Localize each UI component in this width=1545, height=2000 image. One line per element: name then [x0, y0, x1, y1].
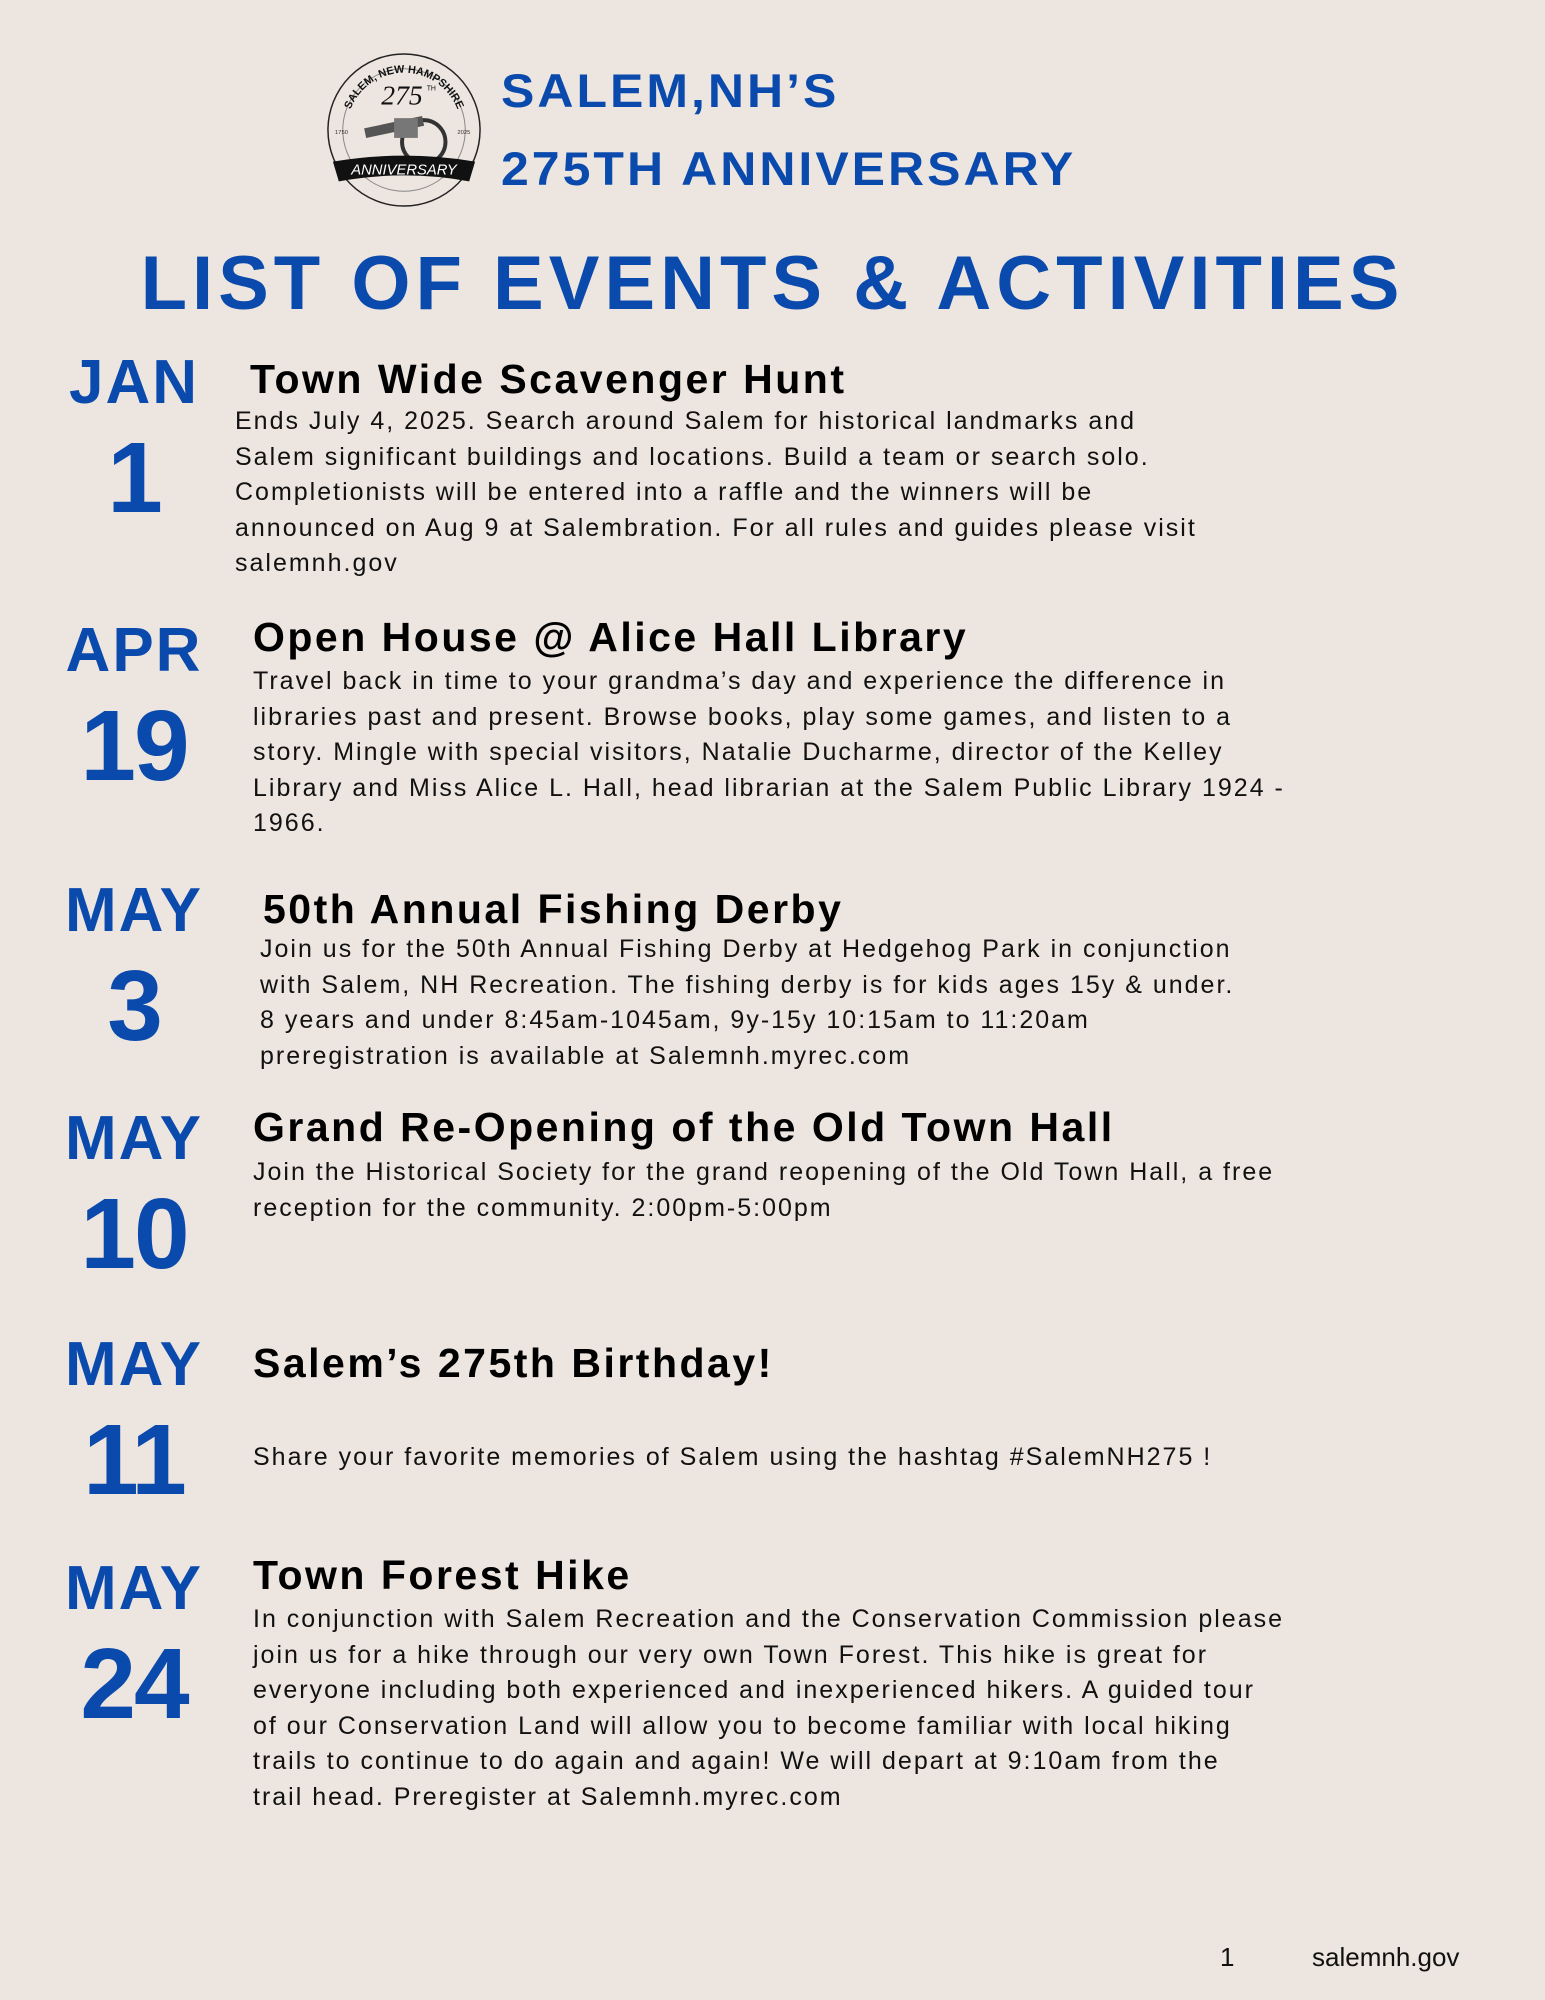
event-month: MAY: [64, 876, 204, 945]
event-description-line: Ends July 4, 2025. Search around Salem for historical landmarks and: [235, 407, 1137, 435]
event-date: [34, 348, 234, 534]
event-description-line: preregistration is available at Salemnh.myrec.com: [260, 1041, 912, 1070]
event-description-line: everyone including both experienced and inexperienced hikers. A guided tour: [253, 1676, 1255, 1704]
page-number: 1: [1220, 1942, 1235, 1972]
event-description: [253, 1602, 1284, 1815]
event-date: [34, 1330, 234, 1516]
event-day: 10: [80, 1178, 188, 1290]
event-description-line: story. Mingle with special visitors, Natalie Ducharme, director of the Kelley: [253, 738, 1224, 766]
event-description-line: salemnh.gov: [235, 549, 399, 577]
event-day: 1: [107, 422, 161, 534]
event-description: [235, 404, 1197, 582]
event-description: [253, 1155, 1274, 1226]
event-title: Open House @ Alice Hall Library: [253, 614, 969, 660]
event-title: 50th Annual Fishing Derby: [263, 886, 844, 932]
event-day: 24: [80, 1628, 188, 1740]
svg-text:ANNIVERSARY: ANNIVERSARY: [351, 162, 457, 179]
event-description-line: with Salem, NH Recreation. The fishing derby is for kids ages 15y & under.: [260, 970, 1235, 999]
page-title: LIST OF EVENTS & ACTIVITIES: [140, 241, 1405, 326]
event-description-line: Travel back in time to your grandma’s day and experience the difference in: [253, 667, 1226, 695]
event-day: 11: [83, 1404, 185, 1516]
event-date: [34, 616, 234, 802]
event-description: [260, 932, 1234, 1074]
event-description-line: Share your favorite memories of Salem using the hashtag #SalemNH275 !: [253, 1443, 1213, 1471]
event-date: [34, 1104, 234, 1290]
svg-text:TH: TH: [426, 85, 436, 93]
event-description-line: announced on Aug 9 at Salembration. For all rules and guides please visit: [235, 513, 1197, 542]
event-day: 3: [107, 950, 161, 1062]
event-title: Town Wide Scavenger Hunt: [250, 356, 847, 402]
svg-text:SALEM, NEW HAMPSHIRE: SALEM, NEW HAMPSHIRE: [342, 63, 466, 111]
event-title: Grand Re-Opening of the Old Town Hall: [253, 1104, 1115, 1150]
event-description-line: trails to continue to do again and again! We will depart at 9:10am from the: [253, 1747, 1220, 1775]
svg-text:275: 275: [381, 79, 423, 111]
event-description-line: of our Conservation Land will allow you to become familiar with local hiking: [253, 1711, 1232, 1740]
event-description-line: Library and Miss Alice L. Hall, head librarian at the Salem Public Library 1924 -: [253, 773, 1285, 802]
svg-text:2025: 2025: [457, 129, 471, 136]
event-date: [34, 876, 234, 1062]
event-description-line: libraries past and present. Browse books, play some games, and listen to a: [253, 702, 1232, 731]
event-description-line: Salem significant buildings and locations. Build a team or search solo.: [235, 442, 1150, 471]
event-description-line: join us for a hike through our very own Town Forest. This hike is great for: [253, 1640, 1209, 1669]
header-line1: SALEM,NH’S: [501, 64, 840, 118]
footer-website: salemnh.gov: [1312, 1942, 1460, 1972]
event-description-line: In conjunction with Salem Recreation and the Conservation Commission please: [253, 1605, 1285, 1633]
event-month: MAY: [64, 1554, 204, 1623]
event-month: APR: [65, 616, 203, 685]
event-description: [253, 1440, 1212, 1476]
event-description-line: reception for the community. 2:00pm-5:00pm: [253, 1193, 833, 1222]
anniversary-logo: [325, 51, 483, 209]
event-month: MAY: [64, 1330, 204, 1399]
event-title: Salem’s 275th Birthday!: [253, 1340, 774, 1386]
svg-text:1750: 1750: [334, 129, 349, 136]
event-description: [253, 664, 1285, 842]
event-day: 19: [80, 690, 188, 802]
event-month: MAY: [64, 1104, 204, 1173]
header-line2: 275TH ANNIVERSARY: [501, 142, 1077, 196]
event-month: JAN: [68, 348, 200, 417]
event-title: Town Forest Hike: [253, 1552, 632, 1598]
event-description-line: Join the Historical Society for the grand reopening of the Old Town Hall, a free: [253, 1158, 1275, 1186]
event-date: [34, 1554, 234, 1740]
event-description-line: Completionists will be entered into a raffle and the winners will be: [235, 478, 1094, 506]
event-description-line: 8 years and under 8:45am-1045am, 9y-15y 10:15am to 11:20am: [260, 1006, 1090, 1034]
event-description-line: trail head. Preregister at Salemnh.myrec.com: [253, 1782, 843, 1811]
event-description-line: Join us for the 50th Annual Fishing Derby at Hedgehog Park in conjunction: [260, 935, 1232, 963]
event-description-line: 1966.: [253, 809, 326, 837]
